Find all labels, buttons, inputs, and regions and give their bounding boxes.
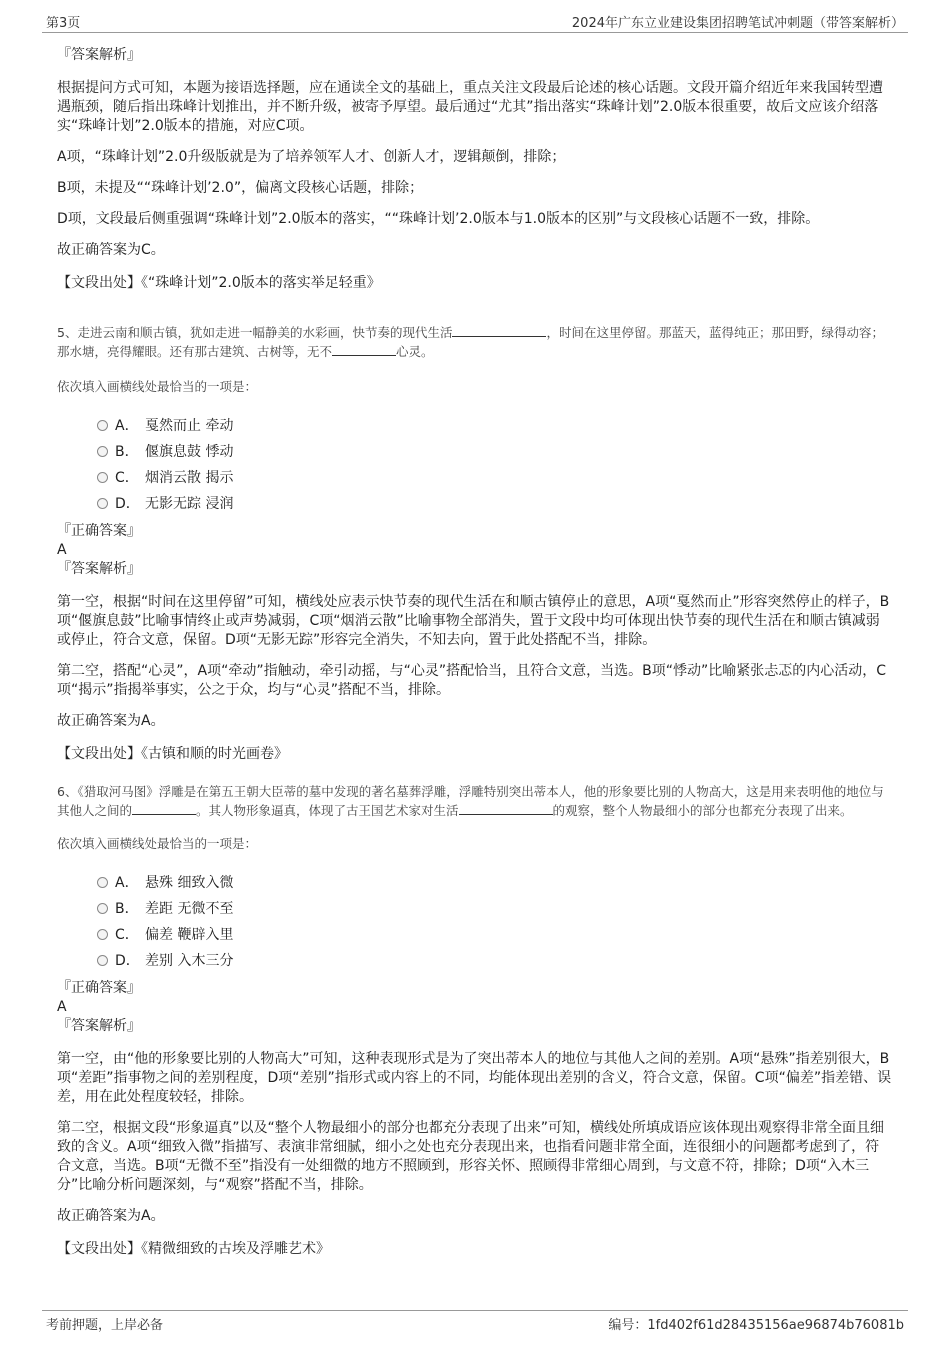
- correct-answer-label: 『正确答案』: [57, 523, 141, 539]
- answer-conclusion: 故正确答案为A。: [57, 1208, 165, 1224]
- option-letter: D．: [115, 496, 140, 512]
- radio-button[interactable]: [97, 472, 108, 483]
- question-stem-text: 心灵。: [396, 344, 434, 359]
- analysis-paragraph: 第二空，搭配“心灵”，A项“牵动”指触动，牵引动摇，与“心灵”搭配恰当，且符合文意，当选。B项“悸动”比喻紧张忐忑的内心活动，C项“揭示”指揭举事实，公之于众，均与“心灵”搭配不当，排除。: [57, 663, 886, 698]
- radio-button[interactable]: [97, 498, 108, 509]
- correct-answer: A: [57, 542, 67, 558]
- radio-button[interactable]: [97, 903, 108, 914]
- analysis-label: 『答案解析』: [57, 561, 141, 577]
- source-citation: 【文段出处】《“珠峰计划”2.0版本的落实举足轻重》: [57, 275, 381, 291]
- option-text: 偃旗息鼓 悸动: [145, 444, 234, 460]
- option-d[interactable]: [57, 490, 893, 516]
- question-stem-text: 6、《猎取河马图》浮雕是在第五王朝大臣蒂的墓中发现的著名墓葬浮雕，浮雕特别突出蒂本人，他的形象要比别的人物高大，这是用来表明他的地位与其他人之间的: [57, 784, 884, 818]
- radio-button[interactable]: [97, 446, 108, 457]
- radio-button[interactable]: [97, 955, 108, 966]
- option-a[interactable]: [57, 869, 893, 895]
- option-text: 悬殊 细致入微: [145, 875, 234, 891]
- question-stem-text: 的观察，整个人物最细小的部分也都充分表现了出来。: [552, 803, 853, 818]
- document-body: [57, 46, 893, 1259]
- radio-button[interactable]: [97, 877, 108, 888]
- analysis-paragraph: 根据提问方式可知，本题为接语选择题，应在通读全文的基础上，重点关注文段最后论述的核心话题。文段开篇介绍近年来我国转型遭遇瓶颈，随后指出珠峰计划推出，并不断升级，被寄予厚望。最后通过“尤其”指出落实“珠峰计划”2.0版本很重要，故后文应该介绍落实“珠峰计划”2.0版本的措施，对应C项。: [57, 80, 883, 134]
- option-c[interactable]: [57, 921, 893, 947]
- option-letter: A．: [115, 875, 139, 891]
- fill-blank: [452, 324, 546, 337]
- option-text: 差别 入木三分: [145, 953, 234, 969]
- correct-answer-label: 『正确答案』: [57, 980, 141, 996]
- question-prompt: 依次填入画横线处最恰当的一项是：: [57, 379, 258, 394]
- analysis-paragraph: 第二空，根据文段“形象逼真”以及“整个人物最细小的部分也都充分表现了出来”可知，横线处所填成语应该体现出观察得非常全面且细致的含义。A项“细致入微”指描写、表演非常细腻，细小之处也充分表现出来，也指看问题非常全面，连很细小的问题都考虑到了，符合文意，当选。B项“无微不至”指没有一处细微的地方不照顾到，形容关怀、照顾得非常细心周到，与文意不符，排除；D项“入木三分”比喻分析问题深刻，与“观察”搭配不当，排除。: [57, 1120, 885, 1193]
- page-footer: [0, 1300, 950, 1345]
- option-text: 无影无踪 浸润: [145, 496, 234, 512]
- question-stem-text: 。其人物形象逼真，体现了古王国艺术家对生活: [196, 803, 459, 818]
- option-b[interactable]: [57, 895, 893, 921]
- document-title: 2024年广东立业建设集团招聘笔试冲刺题（带答案解析）: [571, 16, 904, 31]
- fill-blank: [132, 802, 196, 815]
- footer-slogan: 考前押题，上岸必备: [46, 1318, 164, 1333]
- analysis-paragraph: A项，“珠峰计划”2.0升级版就是为了培养领军人才、创新人才，逻辑颠倒，排除；: [57, 149, 566, 165]
- page-number: 第3页: [46, 16, 81, 31]
- option-letter: C．: [115, 927, 139, 943]
- page-header: [0, 0, 950, 34]
- option-letter: A．: [115, 418, 139, 434]
- correct-answer: A: [57, 999, 67, 1015]
- answer-conclusion: 故正确答案为A。: [57, 713, 165, 729]
- question-stem: [57, 323, 893, 361]
- option-text: 烟消云散 揭示: [145, 470, 234, 486]
- question-prompt: 依次填入画横线处最恰当的一项是：: [57, 836, 258, 851]
- source-citation: 【文段出处】《古镇和顺的时光画卷》: [57, 746, 288, 762]
- analysis-paragraph: 第一空，由“他的形象要比别的人物高大”可知，这种表现形式是为了突出蒂本人的地位与其他人之间的差别。A项“悬殊”指差别很大，B项“差距”指事物之间的差别程度，D项“差别”指形式或内容上的不同，均能体现出差别的含义，符合文意，保留。C项“偏差”指差错、误差，用在此处程度较轻，排除。: [57, 1051, 892, 1105]
- analysis-paragraph: 第一空，根据“时间在这里停留”可知，横线处应表示快节奏的现代生活在和顺古镇停止的意思，A项“戛然而止”形容突然停止的样子，B项“偃旗息鼓”比喻事情终止或声势减弱，C项“烟消云散”比喻事物全部消失，置于文段中均可体现出快节奏的现代生活在和顺古镇减弱或停止，符合文意，保留。D项“无影无踪”形容完全消失，不知去向，置于此处搭配不当，排除。: [57, 594, 890, 648]
- analysis-label: 『答案解析』: [57, 1018, 141, 1034]
- option-a[interactable]: [57, 412, 893, 438]
- header-divider: [42, 32, 908, 33]
- source-citation: 【文段出处】《精微细致的古埃及浮雕艺术》: [57, 1241, 330, 1257]
- footer-divider: [42, 1310, 908, 1311]
- radio-button[interactable]: [97, 929, 108, 940]
- question-stem: [57, 782, 893, 820]
- option-text: 偏差 鞭辟入里: [145, 927, 234, 943]
- fill-blank: [459, 802, 553, 815]
- option-letter: C．: [115, 470, 139, 486]
- option-letter: B．: [115, 444, 139, 460]
- question-stem-text: 5、走进云南和顺古镇，犹如走进一幅静美的水彩画，快节奏的现代生活: [57, 325, 453, 340]
- fill-blank: [332, 343, 396, 356]
- option-letter: D．: [115, 953, 140, 969]
- option-text: 差距 无微不至: [145, 901, 234, 917]
- option-c[interactable]: [57, 464, 893, 490]
- radio-button[interactable]: [97, 420, 108, 431]
- option-list: [57, 869, 893, 973]
- answer-conclusion: 故正确答案为C。: [57, 242, 165, 258]
- option-b[interactable]: [57, 438, 893, 464]
- analysis-paragraph: D项，文段最后侧重强调“珠峰计划”2.0版本的落实，““珠峰计划’2.0版本与1.0版本的区别”与文段核心话题不一致，排除。: [57, 211, 820, 227]
- analysis-label: 『答案解析』: [57, 47, 141, 63]
- analysis-paragraph: B项，未提及““珠峰计划’2.0”，偏离文段核心话题，排除；: [57, 180, 424, 196]
- option-d[interactable]: [57, 947, 893, 973]
- option-list: [57, 412, 893, 516]
- option-text: 戛然而止 牵动: [145, 418, 234, 434]
- document-id: 编号：1fd402f61d28435156ae96874b76081b: [608, 1318, 904, 1333]
- question-stem-text: ，时间在这里停留。那蓝天，蓝得纯正；那田野，绿得动容；那水塘，亮得耀眼。还有那古建筑、古树等，无不: [57, 325, 884, 359]
- option-letter: B．: [115, 901, 139, 917]
